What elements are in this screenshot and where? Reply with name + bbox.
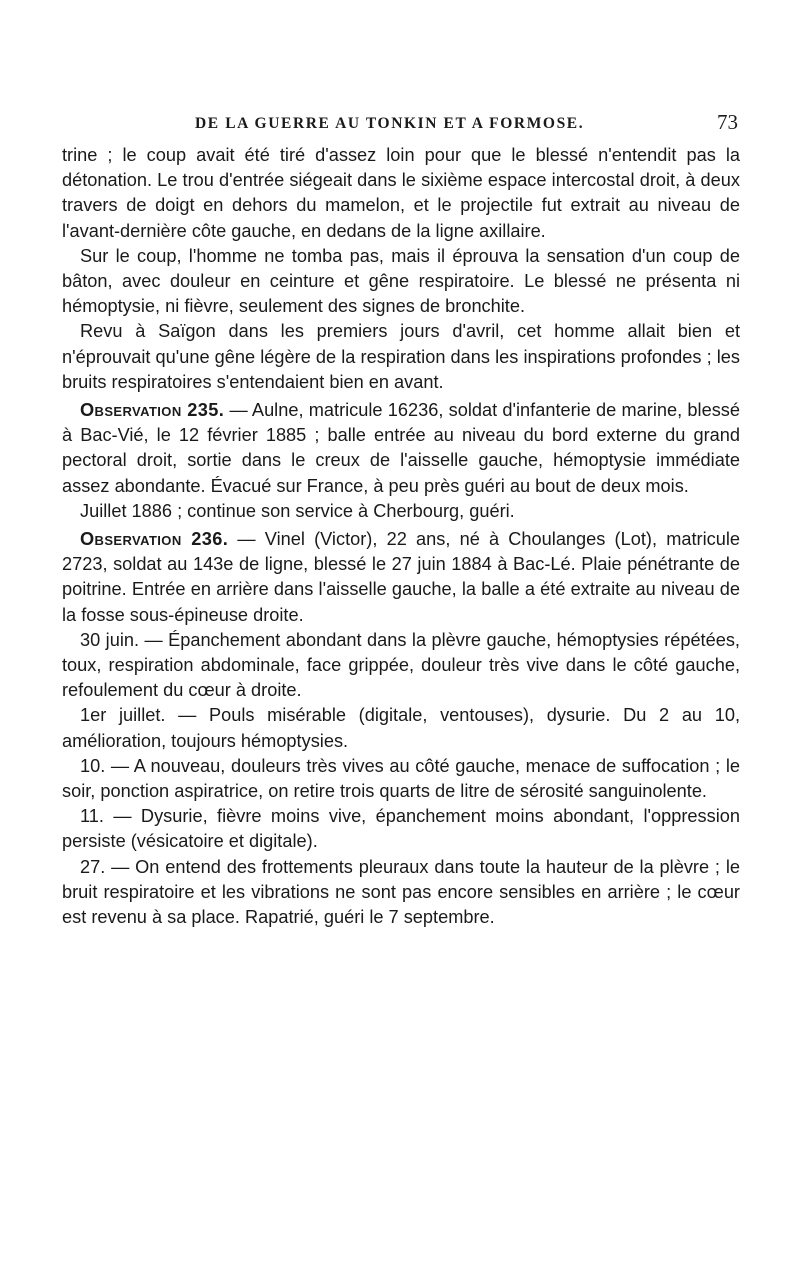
paragraph-text: 27. — On entend des frottements pleuraux dans toute la hauteur de la plèvre ; le bruit respiratoire et les vibrations ne sont pas encore sensibles en arrière ; le cœur est revenu à sa place. Rapatrié, guéri le 7 septembre.	[62, 856, 740, 928]
running-title: DE LA GUERRE AU TONKIN ET A FORMOSE.	[195, 115, 585, 132]
paragraph-text: — Aulne, matricule 16236, soldat d'infanterie de marine, blessé à Bac-Vié, le 12 février 1885 ; balle entrée au niveau du bord externe du grand pectoral droit, sortie dans le creux de l'aisselle gauche, hémoptysie immédiate assez abondante. Évacué sur France, à peu près guéri au bout de deux mois.	[62, 400, 740, 496]
paragraph	[62, 244, 740, 320]
paragraph	[62, 499, 740, 524]
paragraph	[62, 855, 740, 931]
page-number: 73	[717, 110, 738, 134]
body-text	[62, 143, 740, 930]
paragraph-text: Juillet 1886 ; continue son service à Cherbourg, guéri.	[80, 500, 515, 521]
paragraph-text: 10. — A nouveau, douleurs très vives au côté gauche, menace de suffocation ; le soir, ponction aspiratrice, on retire trois quarts de litre de sérosité sanguinolente.	[62, 755, 740, 802]
paragraph-text: 11. — Dysurie, fièvre moins vive, épanchement moins abondant, l'oppression persiste (vésicatoire et digitale).	[62, 806, 740, 852]
paragraph	[62, 703, 740, 753]
paragraph-text: Sur le coup, l'homme ne tomba pas, mais il éprouva la sensation d'un coup de bâton, avec douleur en ceinture et gêne respiratoire. Le blessé ne présenta ni hémoptysie, ni fièvre, seulement des signes de bronchite.	[62, 245, 740, 317]
observation-paragraph	[62, 527, 740, 628]
paragraph	[62, 804, 740, 854]
paragraph-text: trine ; le coup avait été tiré d'assez loin pour que le blessé n'entendit pas la détonation. Le trou d'entrée siégeait dans le sixième espace intercostal droit, à deux travers de doigt en dehors du mamelon, et le projectile fut extrait au niveau de l'avant-dernière côte gauche, en dedans de la ligne axillaire.	[62, 145, 740, 241]
paragraph-continued	[62, 143, 740, 244]
running-head	[62, 112, 740, 138]
paragraph-text: 30 juin. — Épanchement abondant dans la plèvre gauche, hémoptysies répétées, toux, respiration abdominale, face grippée, douleur très vive dans le côté gauche, refoulement du cœur à droite.	[62, 629, 740, 701]
paragraph	[62, 319, 740, 395]
paragraph	[62, 628, 740, 704]
observation-heading: Observation 235.	[80, 400, 225, 421]
observation-paragraph	[62, 398, 740, 499]
paragraph-text: Revu à Saïgon dans les premiers jours d'avril, cet homme allait bien et n'éprouvait qu'une gêne légère de la respiration dans les inspirations profondes ; les bruits respiratoires s'entendaient bien en avant.	[62, 321, 740, 392]
paragraph-text: 1er juillet. — Pouls misérable (digitale, ventouses), dysurie. Du 2 au 10, amélioration, toujours hémoptysies.	[62, 705, 740, 751]
observation-heading: Observation 236.	[80, 529, 229, 550]
paragraph	[62, 754, 740, 804]
paragraph-text: — Vinel (Victor), 22 ans, né à Choulanges (Lot), matricule 2723, soldat au 143e de ligne, blessé le 27 juin 1884 à Bac-Lé. Plaie pénétrante de poitrine. Entrée en arrière dans l'aisselle gauche, la balle a été extraite au niveau de la fosse sous-épineuse droite.	[62, 529, 740, 625]
